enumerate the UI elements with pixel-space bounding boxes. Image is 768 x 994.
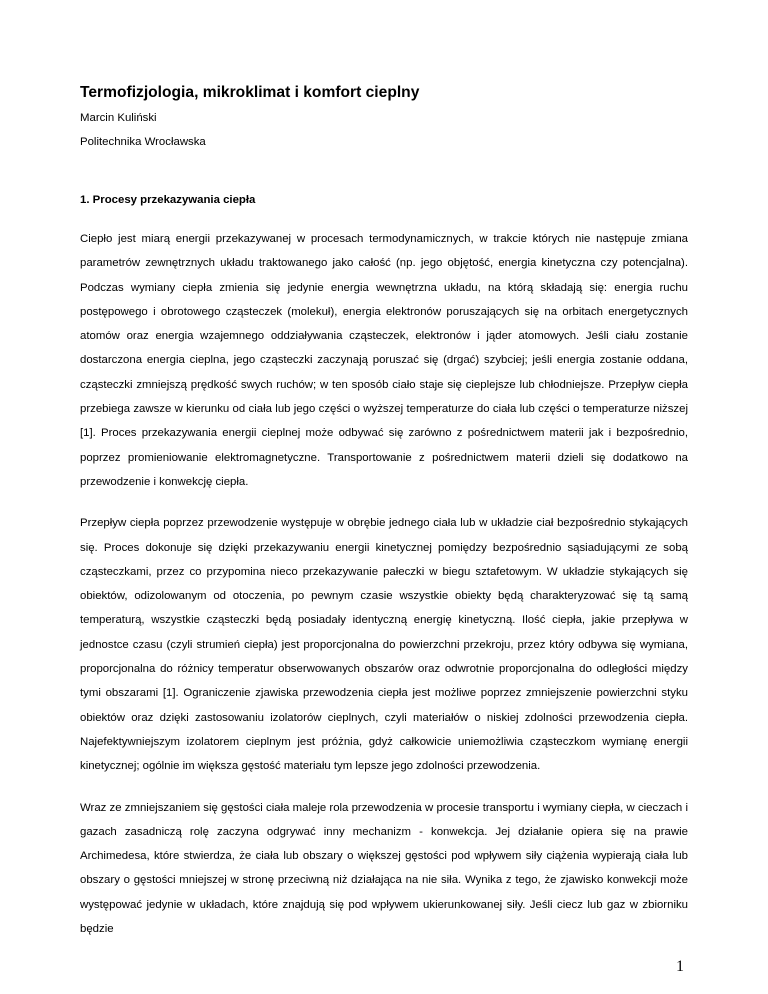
paragraph-1: Ciepło jest miarą energii przekazywanej w procesach termodynamicznych, w trakcie których nie następuje zmiana parametrów zewnętrznych układu traktowanego jako całość (np. jego objętość, energia kinetyczna czy potencjalna). Podczas wymiany ciepła zmienia się jedynie energia wewnętrzna układu, na którą składają się: energia ruchu postępowego i obrotowego cząsteczek (molekuł), energia elektronów poruszających się na orbitach energetycznych atomów oraz energia wzajemnego oddziaływania cząsteczek, elektronów i jąder atomowych. Jeśli ciału zostanie dostarczona energia cieplna, jego cząsteczki zaczynają poruszać się (drgać) szybciej; jeśli energia zostanie oddana, cząsteczki zmniejszą prędkość swych ruchów; w ten sposób ciało staje się cieplejsze lub chłodniejsze. Przepływ ciepła przebiega zawsze w kierunku od ciała lub jego części o wyższej temperaturze do ciała lub części o temperaturze niższej [1]. Proces przekazywania energii cieplnej może odbywać się zarówno z pośrednictwem materii jak i bezpośrednio, poprzez promieniowanie elektromagnetyczne. Transportowanie z pośrednictwem materii dzieli się dodatkowo na przewodzenie i konwekcję ciepła. — [80, 233, 688, 488]
paragraph-3: Wraz ze zmniejszaniem się gęstości ciała maleje rola przewodzenia w procesie transportu i wymiany ciepła, w cieczach i gazach zasadniczą rolę zaczyna odgrywać inny mechanizm - konwekcja. Jej działanie opiera się na prawie Archimedesa, które stwierdza, że ciała lub obszary o większej gęstości pod wpływem siły ciążenia wypierają ciała lub obszary o gęstości mniejszej w stronę przeciwną niż działająca na nie siła. Wynika z tego, że zjawisko konwekcji może występować jedynie w układach, które znajdują się pod wpływem ukierunkowanej siły. Jeśli ciecz lub gaz w zbiorniku będzie — [80, 801, 688, 936]
author-name: Marcin Kuliński — [80, 112, 157, 124]
page-number: 1 — [676, 958, 684, 975]
document-title: Termofizjologia, mikroklimat i komfort cieplny — [80, 84, 420, 101]
section-heading: 1. Procesy przekazywania ciepła — [80, 194, 256, 206]
page-content — [80, 84, 688, 941]
author-affiliation: Politechnika Wrocławska — [80, 136, 206, 148]
paragraph-2: Przepływ ciepła poprzez przewodzenie występuje w obrębie jednego ciała lub w układzie ciał bezpośrednio stykających się. Proces dokonuje się dzięki przekazywaniu energii kinetycznej pomiędzy bezpośrednio sąsiadującymi ze sobą cząsteczkami, przez co przypomina nieco przekazywanie pałeczki w biegu sztafetowym. W układzie stykających się obiektów, odizolowanym od otoczenia, po pewnym czasie wszystkie obiekty będą charakteryzować się tą samą temperaturą, wszystkie cząsteczki będą posiadały identyczną energię kinetyczną. Ilość ciepła, jakie przepływa w jednostce czasu (czyli strumień ciepła) jest proporcjonalna do powierzchni przekroju, przez który odbywa się wymiana, proporcjonalna do różnicy temperatur obserwowanych obszarów oraz odwrotnie proporcjonalna do odległości między tymi obszarami [1]. Ograniczenie zjawiska przewodzenia ciepła jest możliwe poprzez zmniejszenie powierzchni styku obiektów oraz dzięki zastosowaniu izolatorów cieplnych, czyli materiałów o niskiej zdolności przewodzenia ciepła. Najefektywniejszym izolatorem cieplnym jest próżnia, gdyż całkowicie uniemożliwia cząsteczkom wymianę energii kinetycznej; ogólnie im większa gęstość materiału tym lepsze jego zdolności przewodzenia. — [80, 517, 688, 773]
